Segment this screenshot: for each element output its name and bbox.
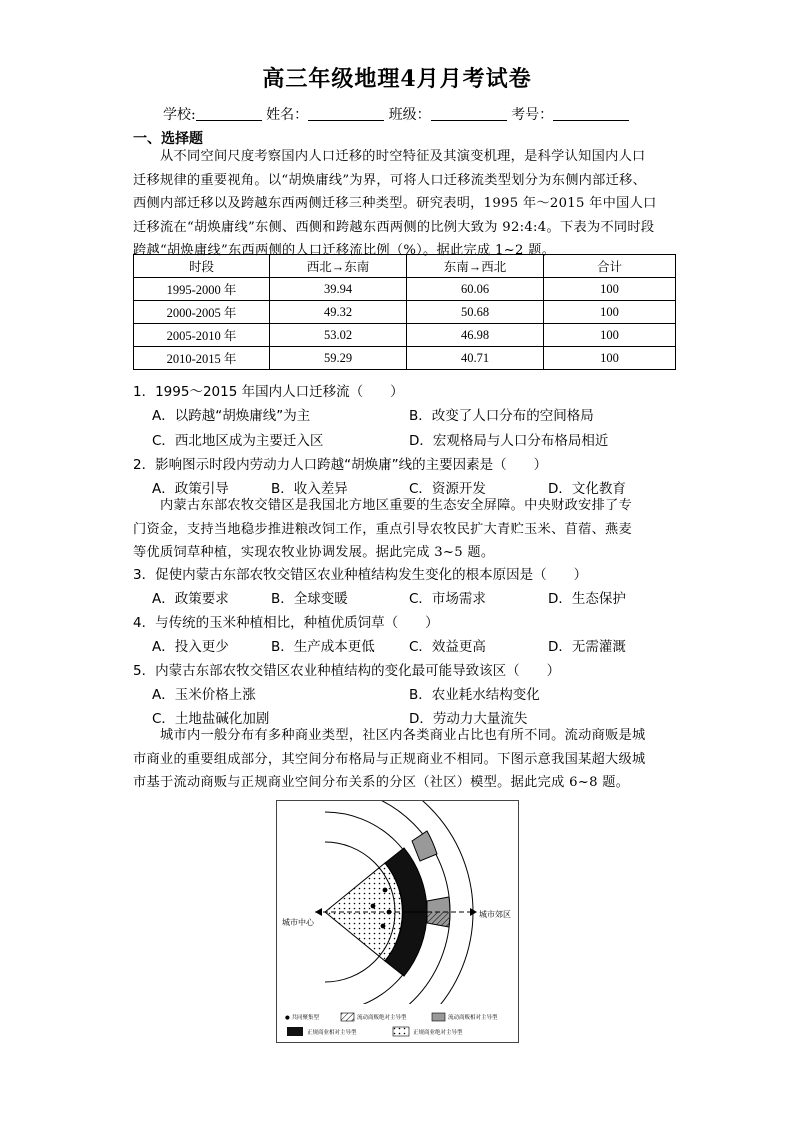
legend-item: ● 共同聚集型 bbox=[285, 1015, 320, 1021]
class-field[interactable] bbox=[431, 106, 507, 121]
passage-line: 迁移规律的重要视角。以“胡焕庸线”为界，可将人口迁移流类型划分为东侧内部迁移、 bbox=[133, 172, 647, 188]
q5-option-a[interactable]: A．玉米价格上涨 bbox=[152, 687, 256, 703]
cluster-dot bbox=[383, 888, 388, 893]
table-cell: 59.29 bbox=[270, 347, 407, 370]
table-cell: 100 bbox=[544, 278, 676, 301]
q4-option-c[interactable]: C．效益更高 bbox=[409, 639, 486, 655]
q5-option-b[interactable]: B．农业耗水结构变化 bbox=[409, 687, 540, 703]
table-row bbox=[134, 301, 676, 324]
passage-line: 迁移流在“胡焕庸线”东侧、西侧和跨越东西两侧的比例大致为 92:4:4。下表为不同时段 bbox=[133, 219, 655, 235]
passage-line: 门资金，支持当地稳步推进粮改饲工作，重点引导农牧民扩大青贮玉米、苜蓿、燕麦 bbox=[133, 521, 633, 537]
cluster-dot bbox=[387, 910, 392, 915]
table-cell: 49.32 bbox=[270, 301, 407, 324]
number-label: 考号： bbox=[511, 107, 554, 123]
q2-option-b[interactable]: B．收入差异 bbox=[271, 481, 348, 497]
legend-item: 正规商业相对主导型 bbox=[307, 1030, 357, 1036]
q1-option-c[interactable]: C．西北地区成为主要迁入区 bbox=[152, 433, 324, 449]
migration-table bbox=[133, 254, 676, 370]
q4-option-d[interactable]: D．无需灌溉 bbox=[548, 639, 626, 655]
q2-option-a[interactable]: A．政策引导 bbox=[152, 481, 229, 497]
q1-option-d[interactable]: D．宏观格局与人口分布格局相近 bbox=[409, 433, 609, 449]
table-cell: 50.68 bbox=[407, 301, 544, 324]
vendor-relative-sector bbox=[412, 831, 437, 861]
legend-item: 流动商贩绝对主导型 bbox=[357, 1015, 407, 1021]
table-cell: 60.06 bbox=[407, 278, 544, 301]
table-header: 合计 bbox=[544, 255, 676, 278]
vendor-absolute-sector bbox=[427, 912, 449, 927]
table-header-row bbox=[134, 255, 676, 278]
legend-item: 流动商贩相对主导型 bbox=[448, 1015, 498, 1021]
legend-item: 正规商业绝对主导型 bbox=[413, 1030, 463, 1036]
q2-option-d[interactable]: D．文化教育 bbox=[548, 481, 626, 497]
table-row bbox=[134, 347, 676, 370]
q4-option-b[interactable]: B．生产成本更低 bbox=[271, 639, 375, 655]
passage-line: 从不同空间尺度考察国内人口迁移的时空特征及其演变机理，是科学认知国内人口 bbox=[160, 149, 646, 164]
question-5-stem: 5．内蒙古东部农牧交错区农业种植结构的变化最可能导致该区（ ） bbox=[133, 663, 561, 679]
table-cell: 1995-2000 年 bbox=[134, 278, 270, 301]
table-header: 时段 bbox=[134, 255, 270, 278]
table-header: 西北→东南 bbox=[270, 255, 407, 278]
q5-option-d[interactable]: D．劳动力大量流失 bbox=[409, 711, 528, 727]
label-city-center: 城市中心 bbox=[282, 918, 314, 927]
question-3-stem: 3．促使内蒙古东部农牧交错区农业种植结构发生变化的根本原因是（ ） bbox=[133, 567, 588, 583]
class-label: 班级： bbox=[388, 107, 431, 123]
passage-line: 跨越“胡焕庸线”东西两侧的人口迁移流比例（%）。据此完成 1~2 题。 bbox=[133, 243, 556, 258]
page-title: 高三年级地理4月月考试卷 bbox=[262, 66, 532, 92]
name-label: 姓名： bbox=[266, 107, 309, 123]
table-cell: 40.71 bbox=[407, 347, 544, 370]
q3-option-b[interactable]: B．全球变暖 bbox=[271, 591, 348, 607]
passage-line: 等优质饲草种植，实现农牧业协调发展。据此完成 3~5 题。 bbox=[133, 545, 495, 560]
school-label: 学校: bbox=[163, 107, 196, 123]
question-4-stem: 4．与传统的玉米种植相比，种植优质饲草（ ） bbox=[133, 615, 439, 631]
zoning-diagram bbox=[277, 801, 518, 1042]
q3-option-a[interactable]: A．政策要求 bbox=[152, 591, 229, 607]
table-row bbox=[134, 278, 676, 301]
q3-option-c[interactable]: C．市场需求 bbox=[409, 591, 486, 607]
label-suburb: 城市郊区 bbox=[479, 910, 511, 919]
student-info-line bbox=[163, 104, 629, 124]
table-cell: 100 bbox=[544, 324, 676, 347]
table-cell: 39.94 bbox=[270, 278, 407, 301]
table-header: 东南→西北 bbox=[407, 255, 544, 278]
number-field[interactable] bbox=[553, 106, 629, 121]
table-row bbox=[134, 324, 676, 347]
legend-swatch-dots bbox=[393, 1027, 409, 1036]
name-field[interactable] bbox=[308, 106, 384, 121]
q4-option-a[interactable]: A．投入更少 bbox=[152, 639, 229, 655]
legend-swatch-black bbox=[287, 1027, 303, 1036]
question-1-stem: 1．1995～2015 年国内人口迁移流（ ） bbox=[133, 384, 404, 400]
table-cell: 100 bbox=[544, 347, 676, 370]
question-2-stem: 2．影响图示时段内劳动力人口跨越“胡焕庸”线的主要因素是（ ） bbox=[133, 457, 548, 473]
passage-line: 市商业的重要组成部分，其空间分布格局与正规商业不相同。下图示意我国某超大级城 bbox=[133, 751, 646, 767]
table-cell: 2005-2010 年 bbox=[134, 324, 270, 347]
q3-option-d[interactable]: D．生态保护 bbox=[548, 591, 626, 607]
legend-swatch-hatch bbox=[341, 1013, 354, 1021]
school-field[interactable] bbox=[196, 106, 262, 121]
passage-line: 市基于流动商贩与正规商业空间分布关系的分区（社区）模型。据此完成 6~8 题。 bbox=[133, 775, 630, 790]
q2-option-c[interactable]: C．资源开发 bbox=[409, 481, 486, 497]
table-cell: 2000-2005 年 bbox=[134, 301, 270, 324]
passage-line: 城市内一般分布有多种商业类型，社区内各类商业占比也有所不同。流动商贩是城 bbox=[160, 728, 646, 743]
passage-line: 内蒙古东部农牧交错区是我国北方地区重要的生态安全屏障。中央财政安排了专 bbox=[160, 498, 633, 513]
passage-1 bbox=[133, 145, 673, 263]
passage-3 bbox=[133, 724, 673, 795]
table-cell: 53.02 bbox=[270, 324, 407, 347]
q5-option-c[interactable]: C．土地盐碱化加剧 bbox=[152, 711, 270, 727]
section-heading: 一、选择题 bbox=[133, 131, 203, 147]
passage-2 bbox=[133, 494, 673, 565]
table-cell: 46.98 bbox=[407, 324, 544, 347]
zoning-model-figure bbox=[276, 800, 519, 1043]
q1-option-a[interactable]: A．以跨越“胡焕庸线”为主 bbox=[152, 408, 311, 424]
cluster-dot bbox=[371, 904, 376, 909]
table-cell: 2010-2015 年 bbox=[134, 347, 270, 370]
q1-option-b[interactable]: B．改变了人口分布的空间格局 bbox=[409, 408, 594, 424]
cluster-dot bbox=[381, 924, 386, 929]
arrow-left-icon bbox=[315, 908, 322, 916]
table-cell: 100 bbox=[544, 301, 676, 324]
passage-line: 西侧内部迁移以及跨越东西两侧迁移三种类型。研究表明，1995 年～2015 年中国人口 bbox=[133, 196, 657, 211]
legend-swatch-grey bbox=[432, 1013, 445, 1021]
legend-box bbox=[277, 1004, 518, 1042]
arrow-right-icon bbox=[470, 908, 477, 916]
